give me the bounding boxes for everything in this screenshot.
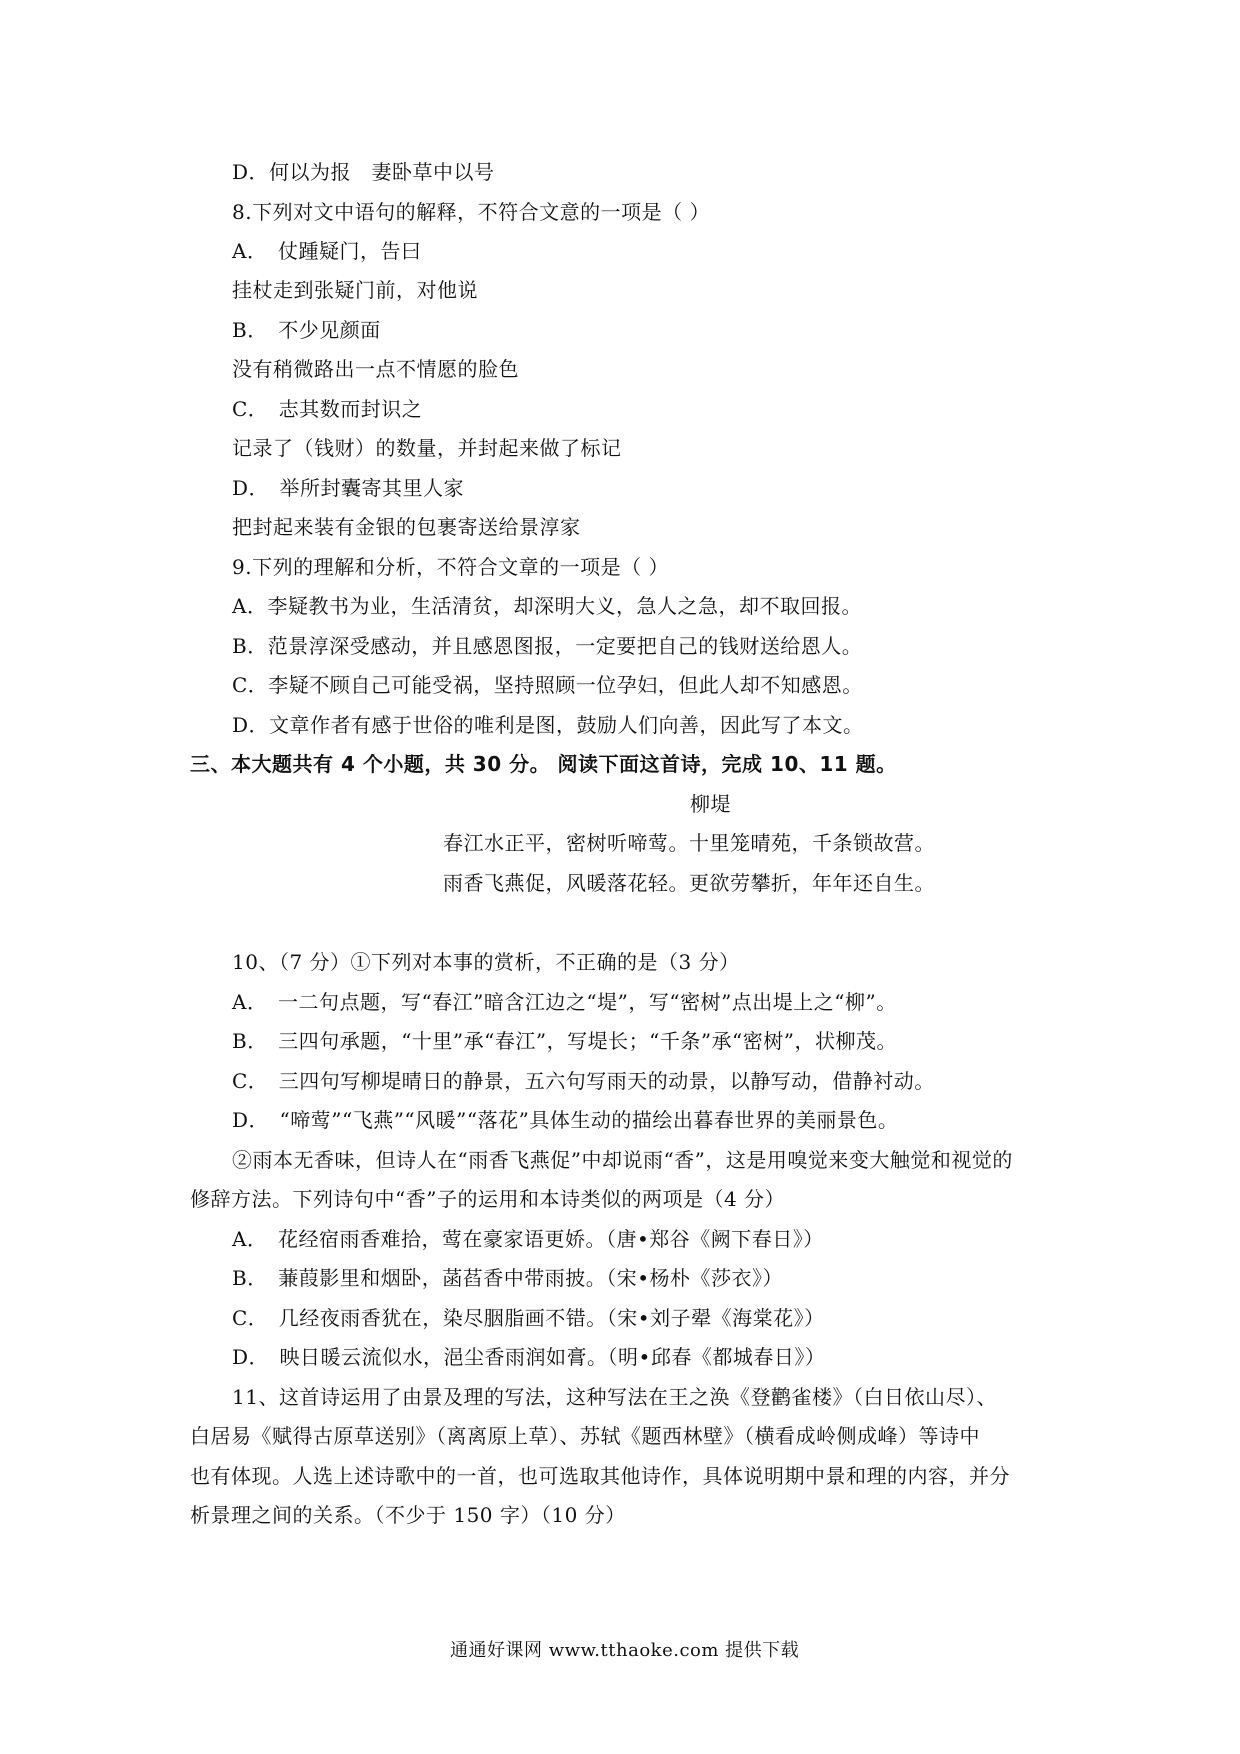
q11-line-2: 白居易《赋得古原草送别》（离离原上草）、苏轼《题西林壁》（横看成岭侧成峰）等诗中 bbox=[190, 1424, 980, 1448]
q10-stem: 10、（7 分）①下列对本事的赏析，不正确的是（3 分） bbox=[232, 950, 740, 974]
poem-title: 柳堤 bbox=[690, 792, 731, 816]
q10-1-option-a: A． 一二句点题，写“春江”暗含江边之“堤”，写“密树”点出堤上之“柳”。 bbox=[232, 990, 897, 1014]
q10-2-option-d: D． 映日暖云流似水，浥尘香雨润如膏。（明•邱春《都城春日》） bbox=[232, 1345, 826, 1369]
q11-line-3: 也有体现。人选上述诗歌中的一首，也可选取其他诗作，具体说明期中景和理的内容，并分 bbox=[190, 1464, 1010, 1488]
q9-option-a: A．李疑教书为业，生活清贫，却深明大义，急人之急，却不取回报。 bbox=[232, 594, 862, 618]
q10-2-stem-line-2: 修辞方法。下列诗句中“香”子的运用和本诗类似的两项是（4 分） bbox=[190, 1187, 786, 1211]
q10-2-option-c: C． 几经夜雨香犹在，染尽胭脂画不错。（宋•刘子翚《海棠花》） bbox=[232, 1306, 825, 1330]
q8-option-b-explanation: 没有稍微路出一点不情愿的脸色 bbox=[232, 357, 519, 381]
q8-option-c-explanation: 记录了（钱财）的数量，并封起来做了标记 bbox=[232, 436, 622, 460]
q8-option-c: C． 志其数而封识之 bbox=[232, 397, 423, 421]
q9-stem: 9.下列的理解和分析，不符合文章的一项是（ ） bbox=[232, 555, 669, 579]
q11-line-1: 11、这首诗运用了由景及理的写法，这种写法在王之涣《登鹳雀楼》（白日依山尽）、 bbox=[232, 1385, 997, 1409]
q10-1-option-d: D． “啼莺”“飞燕”“风暖”“落花”具体生动的描绘出暮春世界的美丽景色。 bbox=[232, 1108, 899, 1132]
poem-line-1: 春江水正平，密树听啼莺。十里笼晴苑，千条锁故营。 bbox=[443, 831, 935, 855]
page-footer: 通通好课网 www.tthaoke.com 提供下载 bbox=[450, 1640, 800, 1661]
q10-1-option-b: B． 三四句承题，“十里”承“春江”，写堤长；“千条”承“密树”，状柳茂。 bbox=[232, 1029, 897, 1053]
q8-option-a: A． 仗踵疑门，告曰 bbox=[232, 239, 422, 263]
q8-option-b: B． 不少见颜面 bbox=[232, 318, 381, 342]
q10-1-option-c: C． 三四句写柳堤晴日的静景，五六句写雨天的动景，以静写动，借静衬动。 bbox=[232, 1069, 935, 1093]
q7-option-d: D．何以为报 妻卧草中以号 bbox=[232, 160, 495, 184]
q11-line-4: 析景理之间的关系。（不少于 150 字）（10 分） bbox=[190, 1503, 626, 1527]
q9-option-c: C．李疑不顾自己可能受祸，坚持照顾一位孕妇，但此人却不知感恩。 bbox=[232, 673, 863, 697]
q10-2-stem-line-1: ②雨本无香味，但诗人在“雨香飞燕促”中却说雨“香”，这是用嗅觉来变大触觉和视觉的 bbox=[232, 1148, 1013, 1172]
q9-option-d: D．文章作者有感于世俗的唯利是图，鼓励人们向善，因此写了本文。 bbox=[232, 713, 864, 737]
q10-2-option-b: B． 蒹葭影里和烟卧，菡萏香中带雨披。（宋•杨朴《莎衣》） bbox=[232, 1266, 783, 1290]
section-three-heading: 三、本大题共有 4 个小题，共 30 分。 阅读下面这首诗，完成 10、11 题。 bbox=[190, 752, 897, 776]
q8-option-a-explanation: 挂杖走到张疑门前，对他说 bbox=[232, 278, 478, 302]
q8-option-d-explanation: 把封起来装有金银的包裹寄送给景淳家 bbox=[232, 515, 581, 539]
q8-option-d: D． 举所封囊寄其里人家 bbox=[232, 476, 465, 500]
q9-option-b: B．范景淳深受感动，并且感恩图报，一定要把自己的钱财送给恩人。 bbox=[232, 634, 863, 658]
q10-2-option-a: A． 花经宿雨香难拾，莺在豪家语更娇。（唐•郑谷《阙下春日》） bbox=[232, 1227, 824, 1251]
poem-line-2: 雨香飞燕促，风暖落花轻。更欲劳攀折，年年还自生。 bbox=[443, 871, 935, 895]
q8-stem: 8.下列对文中语句的解释，不符合文意的一项是（ ） bbox=[232, 200, 710, 224]
